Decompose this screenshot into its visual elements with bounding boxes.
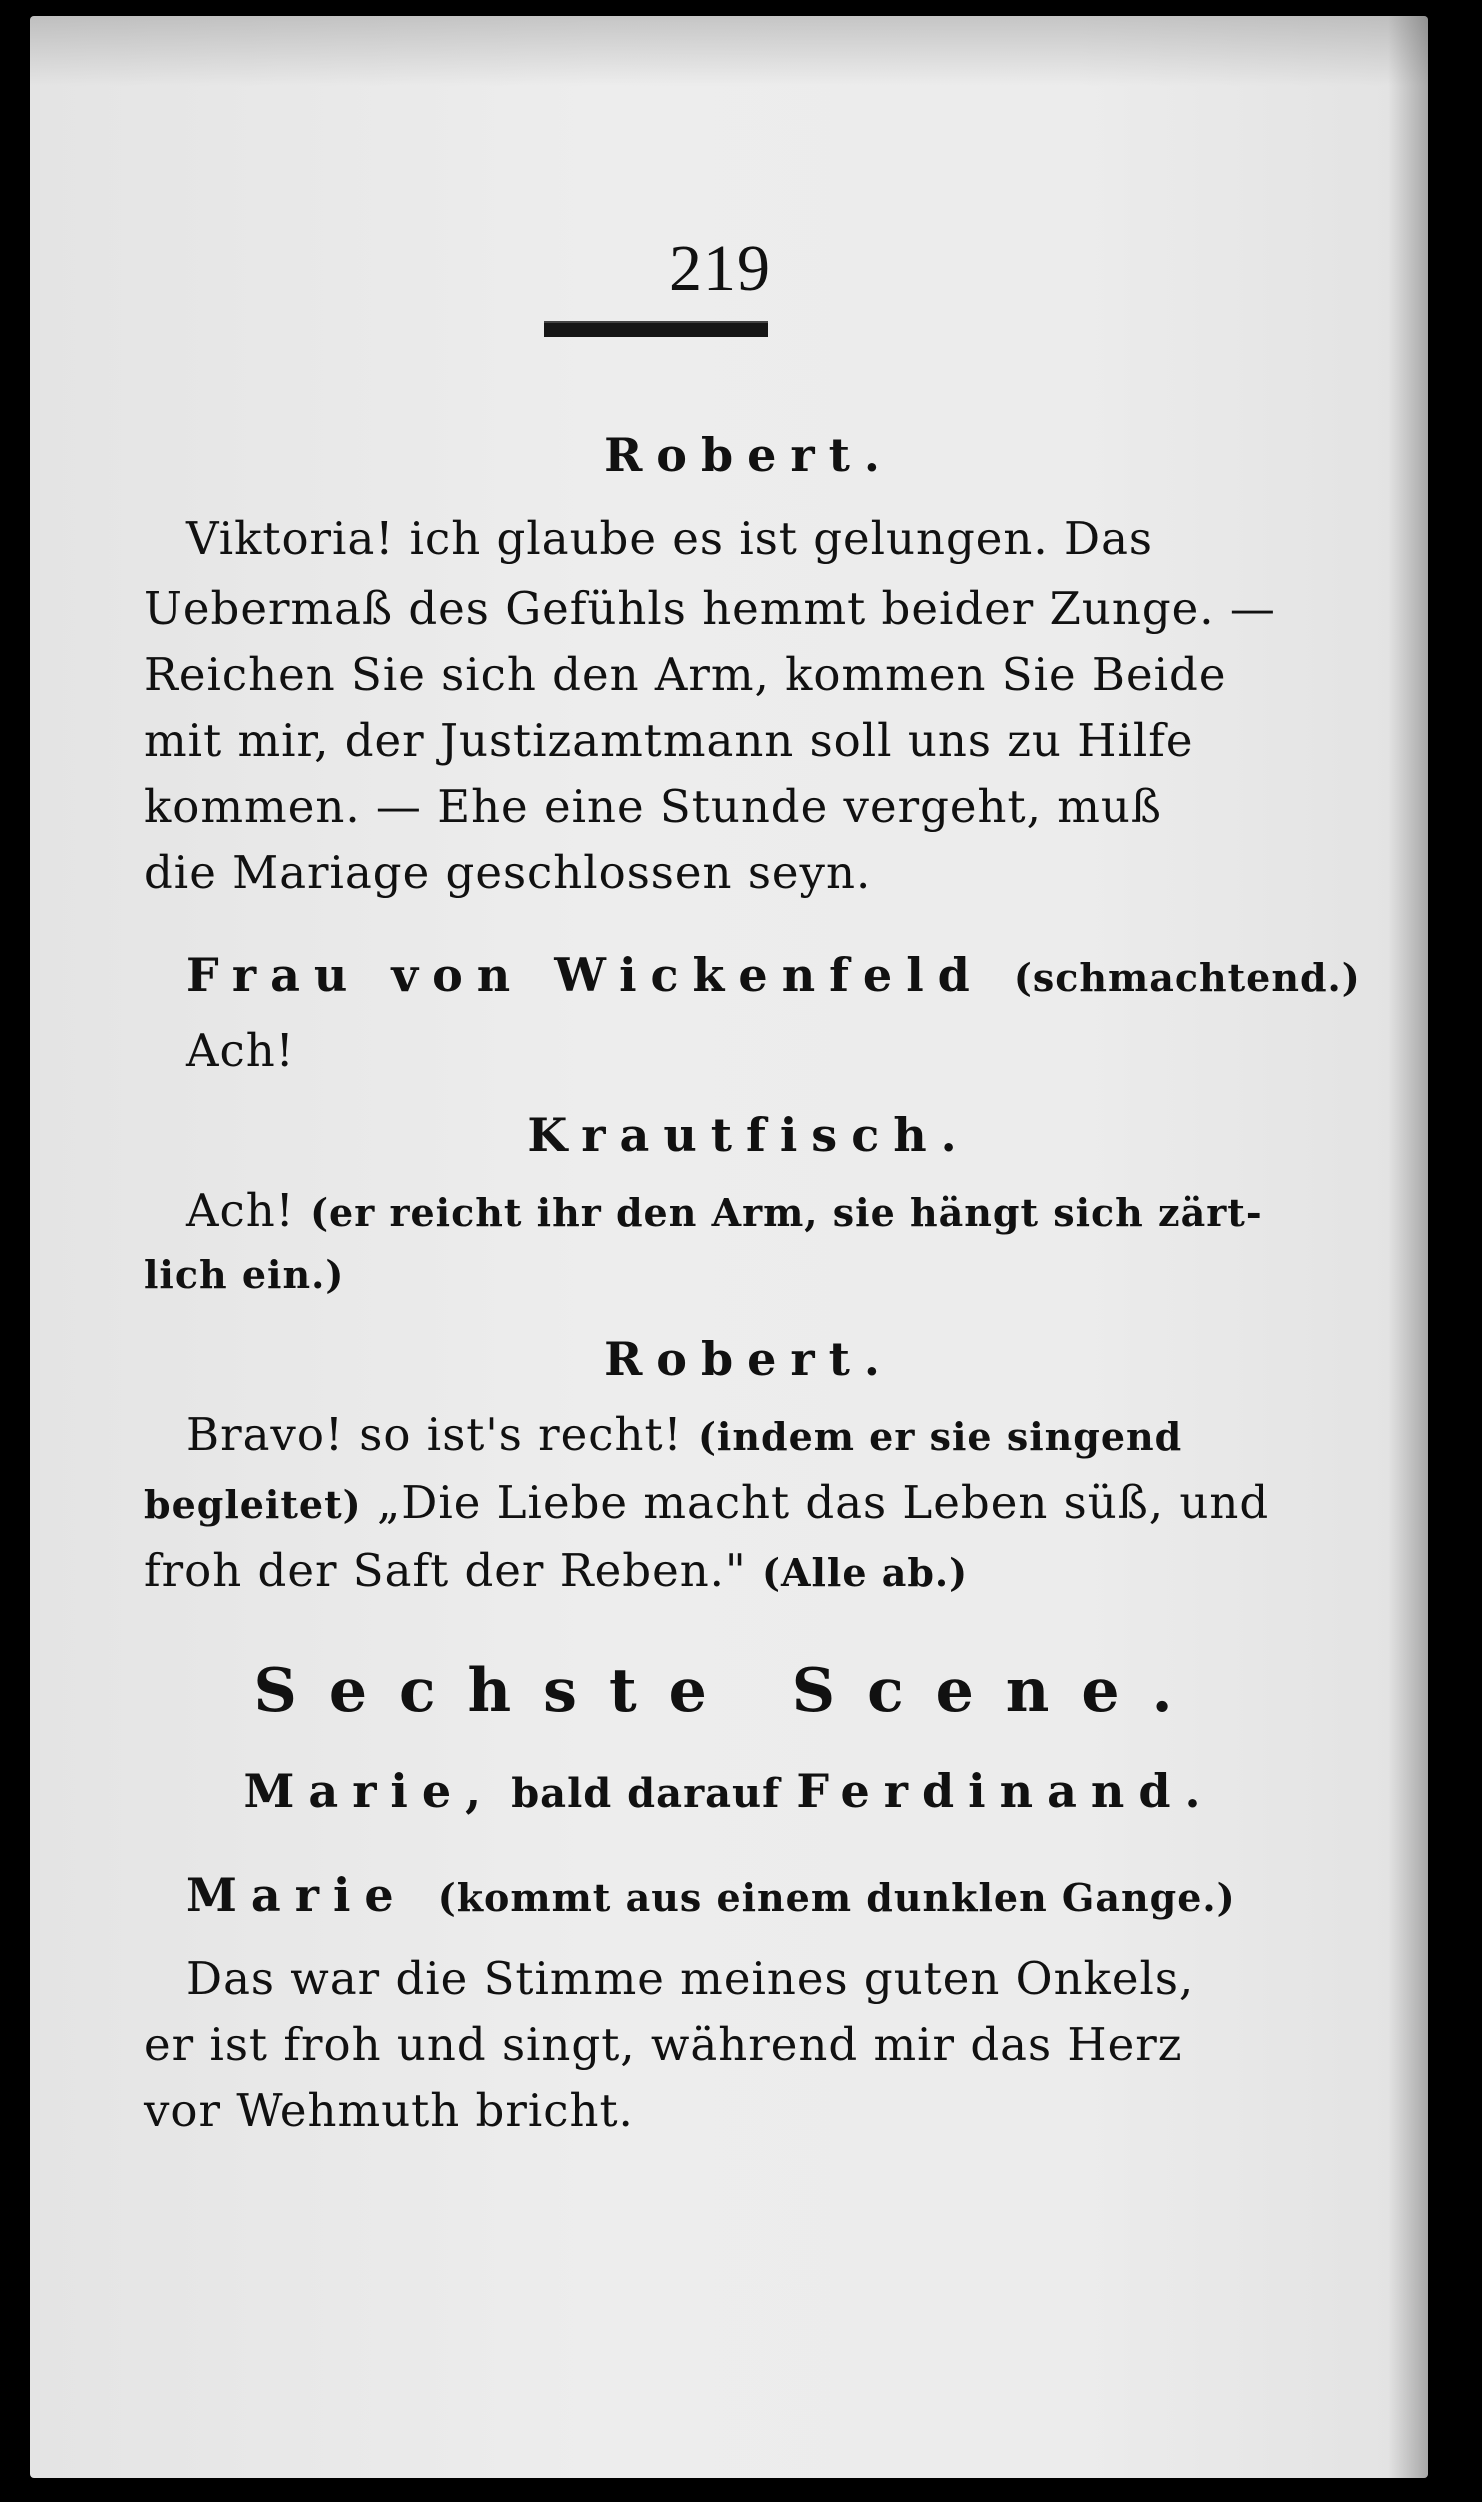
text-line: Das war die Stimme meines guten Onkels, bbox=[186, 1952, 1195, 2005]
text-line: Viktoria! ich glaube es ist gelungen. Das bbox=[186, 512, 1154, 565]
text-line bbox=[186, 1184, 1263, 1237]
text-line: mit mir, der Justizamtmann soll uns zu Hilfe bbox=[144, 714, 1194, 767]
text-line: er ist froh und singt, während mir das Herz bbox=[144, 2018, 1183, 2071]
stage-direction: (Alle ab.) bbox=[762, 1550, 969, 1595]
page-content bbox=[30, 16, 1428, 2478]
speaker-frau-von-wickenfeld bbox=[186, 948, 1361, 1002]
text-line: kommen. — Ehe eine Stunde vergeht, muß bbox=[144, 780, 1162, 833]
spoken-text: „Die Liebe macht das Leben süß, und bbox=[376, 1476, 1270, 1529]
text-line: Reichen Sie sich den Arm, kommen Sie Beide bbox=[144, 648, 1227, 701]
stage-direction: (indem er sie singend bbox=[697, 1414, 1183, 1459]
text-line: Uebermaß des Gefühls hemmt beider Zunge. — bbox=[144, 582, 1276, 635]
stage-direction: (kommt aus einem dunklen Gange.) bbox=[437, 1875, 1236, 1920]
speaker-robert-2: Robert. bbox=[604, 1332, 894, 1386]
page-number: 219 bbox=[669, 232, 771, 305]
stage-direction: (er reicht ihr den Arm, sie hängt sich zärt- bbox=[310, 1190, 1263, 1235]
scene-cast bbox=[30, 1764, 1428, 1818]
spoken-text: Bravo! so ist's recht! bbox=[186, 1408, 683, 1461]
scene-title: Sechste Scene. bbox=[253, 1656, 1205, 1726]
text-line bbox=[144, 1544, 969, 1597]
text-line: vor Wehmuth bricht. bbox=[144, 2084, 634, 2137]
stage-direction: (schmachtend.) bbox=[1013, 955, 1361, 1000]
speaker-krautfisch: Krautfisch. bbox=[527, 1108, 971, 1162]
speaker-robert-1: Robert. bbox=[604, 428, 894, 482]
header-rule bbox=[544, 321, 768, 337]
text-line: die Mariage geschlossen seyn. bbox=[144, 846, 872, 899]
speaker-name: Marie bbox=[186, 1868, 408, 1922]
book-page bbox=[30, 16, 1428, 2478]
text-line bbox=[144, 1476, 1270, 1529]
spoken-text: froh der Saft der Reben." bbox=[144, 1544, 747, 1597]
stage-direction: lich ein.) bbox=[144, 1252, 345, 1297]
cast-connector: bald darauf bbox=[511, 1770, 781, 1817]
stage-direction: begleitet) bbox=[144, 1482, 362, 1527]
spoken-text: Ach! bbox=[186, 1184, 295, 1237]
text-line bbox=[186, 1408, 1183, 1461]
cast-name-marie: Marie, bbox=[243, 1764, 496, 1818]
text-line: Ach! bbox=[186, 1024, 295, 1077]
cast-name-ferdinand: Ferdinand. bbox=[796, 1764, 1215, 1818]
speaker-name: Frau von Wickenfeld bbox=[186, 948, 984, 1002]
speaker-marie bbox=[186, 1868, 1236, 1922]
